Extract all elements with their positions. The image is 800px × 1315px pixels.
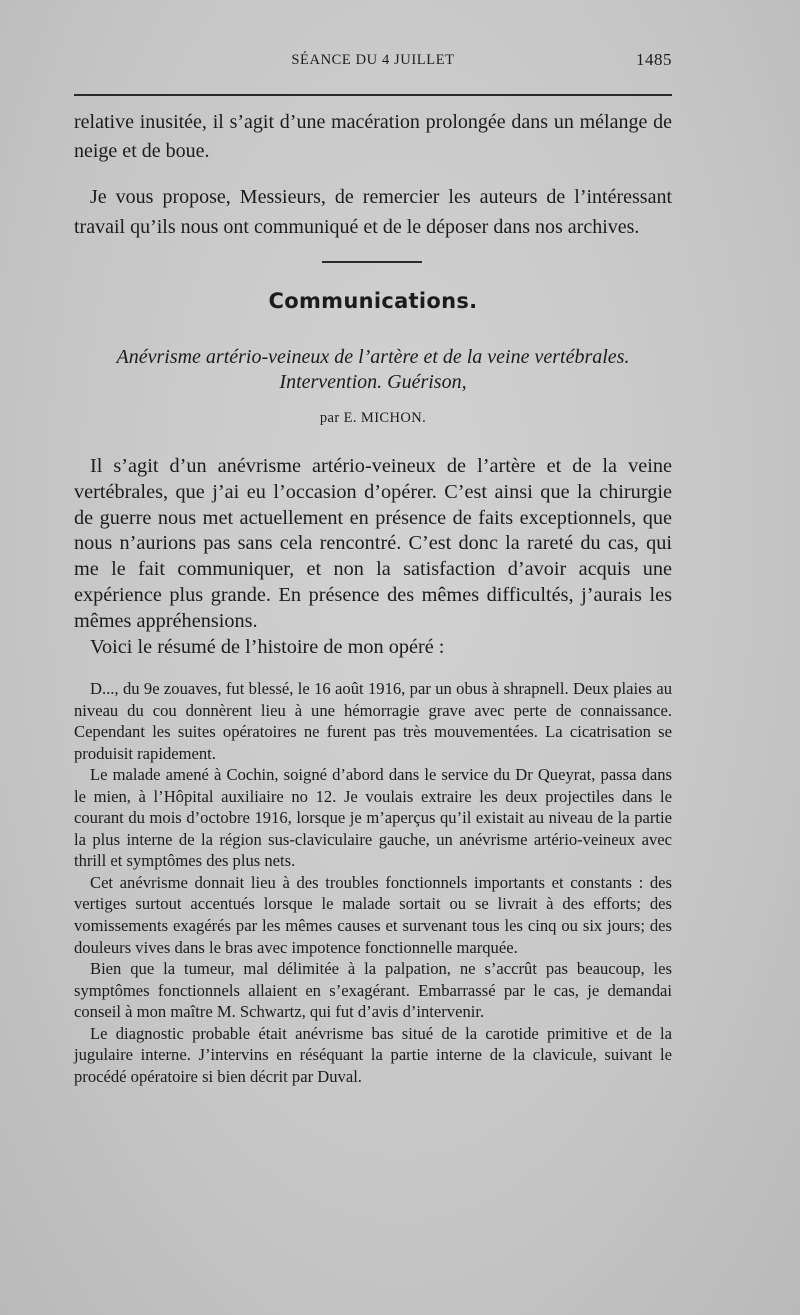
case-paragraph-3: Cet anévrisme donnait lieu à des troubles fonctionnels importants et constants : des vertiges surtout accentués lorsque le malade sortait ou se livrait à des efforts; des vomissements exagérés par les mêmes causes et survenant tous les cinq ou six jours; des douleurs vives dans le bras avec impotence fonctionnelle marquée. xyxy=(74,872,672,957)
case-paragraph-4: Bien que la tumeur, mal délimitée à la palpation, ne s’accrût pas beaucoup, les symptômes fonctionnels allaient en s’exagérant. Embarrassé par le cas, je demandai conseil à mon maître M. Schwartz, qui fut d’avis d’intervenir. xyxy=(74,959,672,1022)
article-title-line-2: Intervention. Guérison, xyxy=(279,371,467,393)
article-title-line-1: Anévrisme artério-veineux de l’artère et de la veine vertébrales. xyxy=(116,346,630,368)
section-heading: Communications. xyxy=(268,289,478,313)
article-author: par E. MICHON. xyxy=(319,410,427,426)
header-rule xyxy=(74,94,672,96)
page-number: 1485 xyxy=(636,50,672,69)
case-report xyxy=(74,678,672,1087)
intro-paragraph-1: relative inusitée, il s’agit d’une macération prolongée dans un mélange de neige et de boue. xyxy=(74,111,672,163)
case-paragraph-5: Le diagnostic probable était anévrisme bas situé de la carotide primitive et de la jugulaire interne. J’intervins en réséquant la partie interne de la clavicule, suivant le procédé opératoire si bien décrit par Duval. xyxy=(74,1023,672,1086)
article-body xyxy=(74,454,672,660)
running-title: SÉANCE DU 4 JUILLET xyxy=(291,52,455,68)
intro-text xyxy=(74,108,672,242)
article-paragraph-1: Il s’agit d’un anévrisme artério-veineux de l’artère et de la veine vertébrales, que j’ai eu l’occasion d’opérer. C’est ainsi que la chirurgie de guerre nous met actuellement en présence de faits exceptionnels, que nous n’aurions pas sans cela rencontré. C’est donc la rareté du cas, qui me le fait communiquer, et non la satisfaction d’avoir acquis une expérience plus grande. En présence des mêmes difficultés, j’aurais les mêmes appréhensions. xyxy=(74,455,672,632)
case-paragraph-1: D..., du 9e zouaves, fut blessé, le 16 août 1916, par un obus à shrapnell. Deux plaies au niveau du cou donnèrent lieu à une hémorragie grave avec perte de connaissance. Cependant les suites opératoires ne furent pas très mouvementées. La cicatrisation se produisit rapidement. xyxy=(74,679,672,763)
page-header xyxy=(74,52,672,76)
article-paragraph-2: Voici le résumé de l’histoire de mon opéré : xyxy=(90,635,445,658)
section-divider xyxy=(322,261,422,263)
intro-paragraph-2: Je vous propose, Messieurs, de remercier les auteurs de l’intéressant travail qu’ils nous ont communiqué et de le déposer dans nos archives. xyxy=(74,186,672,238)
article-title xyxy=(74,345,672,395)
case-paragraph-2: Le malade amené à Cochin, soigné d’abord dans le service du Dr Queyrat, passa dans le mien, à l’Hôpital auxiliaire no 12. Je voulais extraire les deux projectiles dans le courant du mois d’octobre 1916, lorsque je m’aperçus qu’il existait au niveau de la partie la plus interne de la région sus-claviculaire gauche, un anévrisme artério-veineux avec thrill et symptômes des plus nets. xyxy=(74,765,672,871)
